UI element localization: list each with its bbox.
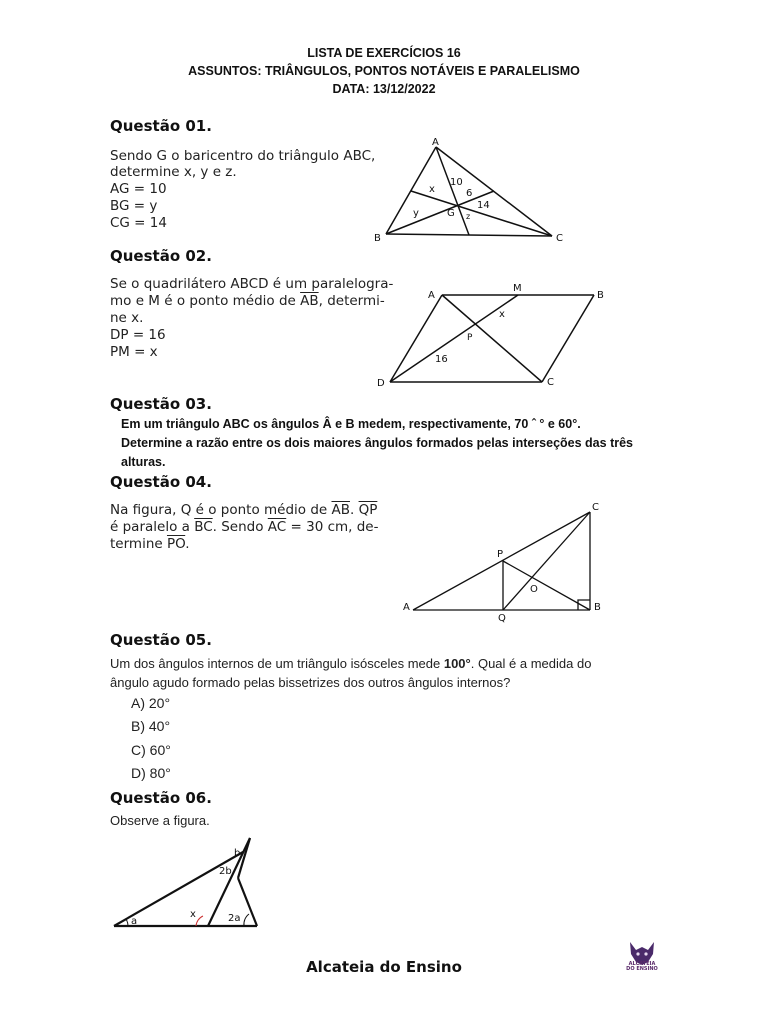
q4-segment-qp: $\overline{QP}$ (358, 502, 378, 518)
q2-label-d: D (377, 378, 385, 389)
q6-label-2b: 2b (219, 866, 232, 877)
q5-option-a[interactable]: A) 20° (131, 695, 171, 711)
q1-line: determine x, y e z. (110, 164, 237, 180)
q5-text: Um dos ângulos internos de um triângulo isósceles mede (110, 656, 444, 671)
q4-text: = 30 cm, de- (286, 519, 379, 535)
q6-label-x: x (190, 909, 196, 920)
q1-label-z: z (466, 212, 471, 221)
q1-label-14: 14 (477, 200, 490, 211)
q4-label-q: Q (498, 613, 506, 624)
q2-label-p: P (467, 333, 473, 343)
q6-title: Questão 06. (110, 789, 212, 807)
q1-label-b: B (374, 233, 381, 244)
q5-title: Questão 05. (110, 631, 212, 649)
q4-text: é paralelo a (110, 519, 195, 535)
q4-title: Questão 04. (110, 473, 212, 491)
q2-label-m: M (513, 283, 522, 294)
q5-text: . Qual é a medida do (470, 656, 592, 671)
q4-segment-ab: $\overline{AB}$ (331, 502, 350, 518)
q6-angle-2a-arc (244, 914, 249, 926)
q4-text: . Sendo (212, 519, 268, 535)
q1-label-6: 6 (466, 188, 473, 199)
q3-title: Questão 03. (110, 395, 212, 413)
q2-label-16: 16 (435, 354, 448, 365)
q1-label-g: G (447, 208, 455, 219)
logo-caption (617, 962, 667, 972)
q1-label-y: y (413, 208, 419, 219)
q2-label-b: B (597, 290, 604, 301)
q4-text: . (349, 502, 359, 518)
q1-label-c: C (556, 233, 563, 244)
q4-segment-po: $\overline{PO}$ (166, 536, 186, 552)
q3-line: alturas. (121, 455, 166, 469)
q4-segment-bc: $\overline{BC}$ (194, 519, 213, 535)
header-date: DATA: 13/12/2022 (332, 82, 436, 96)
q2-label-a: A (428, 290, 435, 301)
q2-line: ne x. (110, 310, 144, 326)
q4-segment-ac: $\overline{AC}$ (267, 519, 287, 535)
q6-label-2a: 2a (228, 913, 241, 924)
q4-text: termine (110, 536, 167, 552)
q2-text: , determi- (318, 293, 385, 309)
q1-line: BG = y (110, 198, 158, 214)
q4-label-a: A (403, 602, 410, 613)
q4-label-b: B (594, 602, 601, 613)
header-title: LISTA DE EXERCÍCIOS 16 (307, 46, 461, 60)
q1-title: Questão 01. (110, 117, 212, 135)
q2-line: PM = x (110, 344, 158, 360)
q1-label-x: x (429, 184, 435, 195)
q5-line: ângulo agudo formado pelas bissetrizes dos outros ângulos internos? (110, 675, 511, 690)
q5-option-d[interactable]: D) 80° (131, 765, 171, 781)
q2-text: mo e M é o ponto médio de (110, 293, 301, 309)
q3-line: Em um triângulo ABC os ângulos Â e B medem, respectivamente, 70 ˆ ° e 60°. (121, 417, 581, 431)
q1-line: Sendo G o baricentro do triângulo ABC, (110, 148, 376, 164)
q2-segment-ab: $\overline{AB}$ (300, 293, 319, 309)
q6-label-b: b (234, 848, 241, 859)
q1-line: CG = 14 (110, 215, 167, 231)
q4-label-p: P (497, 549, 504, 560)
q1-line: AG = 10 (110, 181, 167, 197)
q2-label-c: C (547, 377, 554, 388)
q5-option-c[interactable]: C) 60° (131, 742, 171, 758)
q5-option-b[interactable]: B) 40° (131, 718, 171, 734)
q2-label-x: x (499, 309, 505, 320)
q6-angle-x-arc (196, 916, 203, 926)
footer-brand: Alcateia do Ensino (306, 958, 462, 976)
q2-line: DP = 16 (110, 327, 166, 343)
logo-caption-line: ALCATEIA (628, 961, 656, 967)
q4-label-c: C (592, 502, 599, 513)
q2-line: Se o quadrilátero ABCD é um paralelogra- (110, 276, 394, 292)
q4-label-o: O (530, 584, 538, 595)
q1-label-a: A (432, 137, 439, 148)
q1-label-10: 10 (450, 177, 463, 188)
q5-angle-value: 100° (443, 656, 471, 671)
q2-title: Questão 02. (110, 247, 212, 265)
q6-right-line (238, 878, 257, 926)
q6-label-a: a (131, 916, 138, 927)
q4-text: . (185, 536, 190, 552)
q4-text: Na figura, Q é o ponto médio de (110, 502, 332, 518)
logo-caption-line: DO ENSINO (626, 966, 658, 972)
q6-upper-line (114, 852, 243, 926)
q3-line: Determine a razão entre os dois maiores ângulos formados pelas interseções das três (121, 436, 633, 450)
header-subjects: ASSUNTOS: TRIÂNGULOS, PONTOS NOTÁVEIS E PARALELISMO (188, 64, 580, 78)
q6-line: Observe a figura. (110, 813, 210, 828)
